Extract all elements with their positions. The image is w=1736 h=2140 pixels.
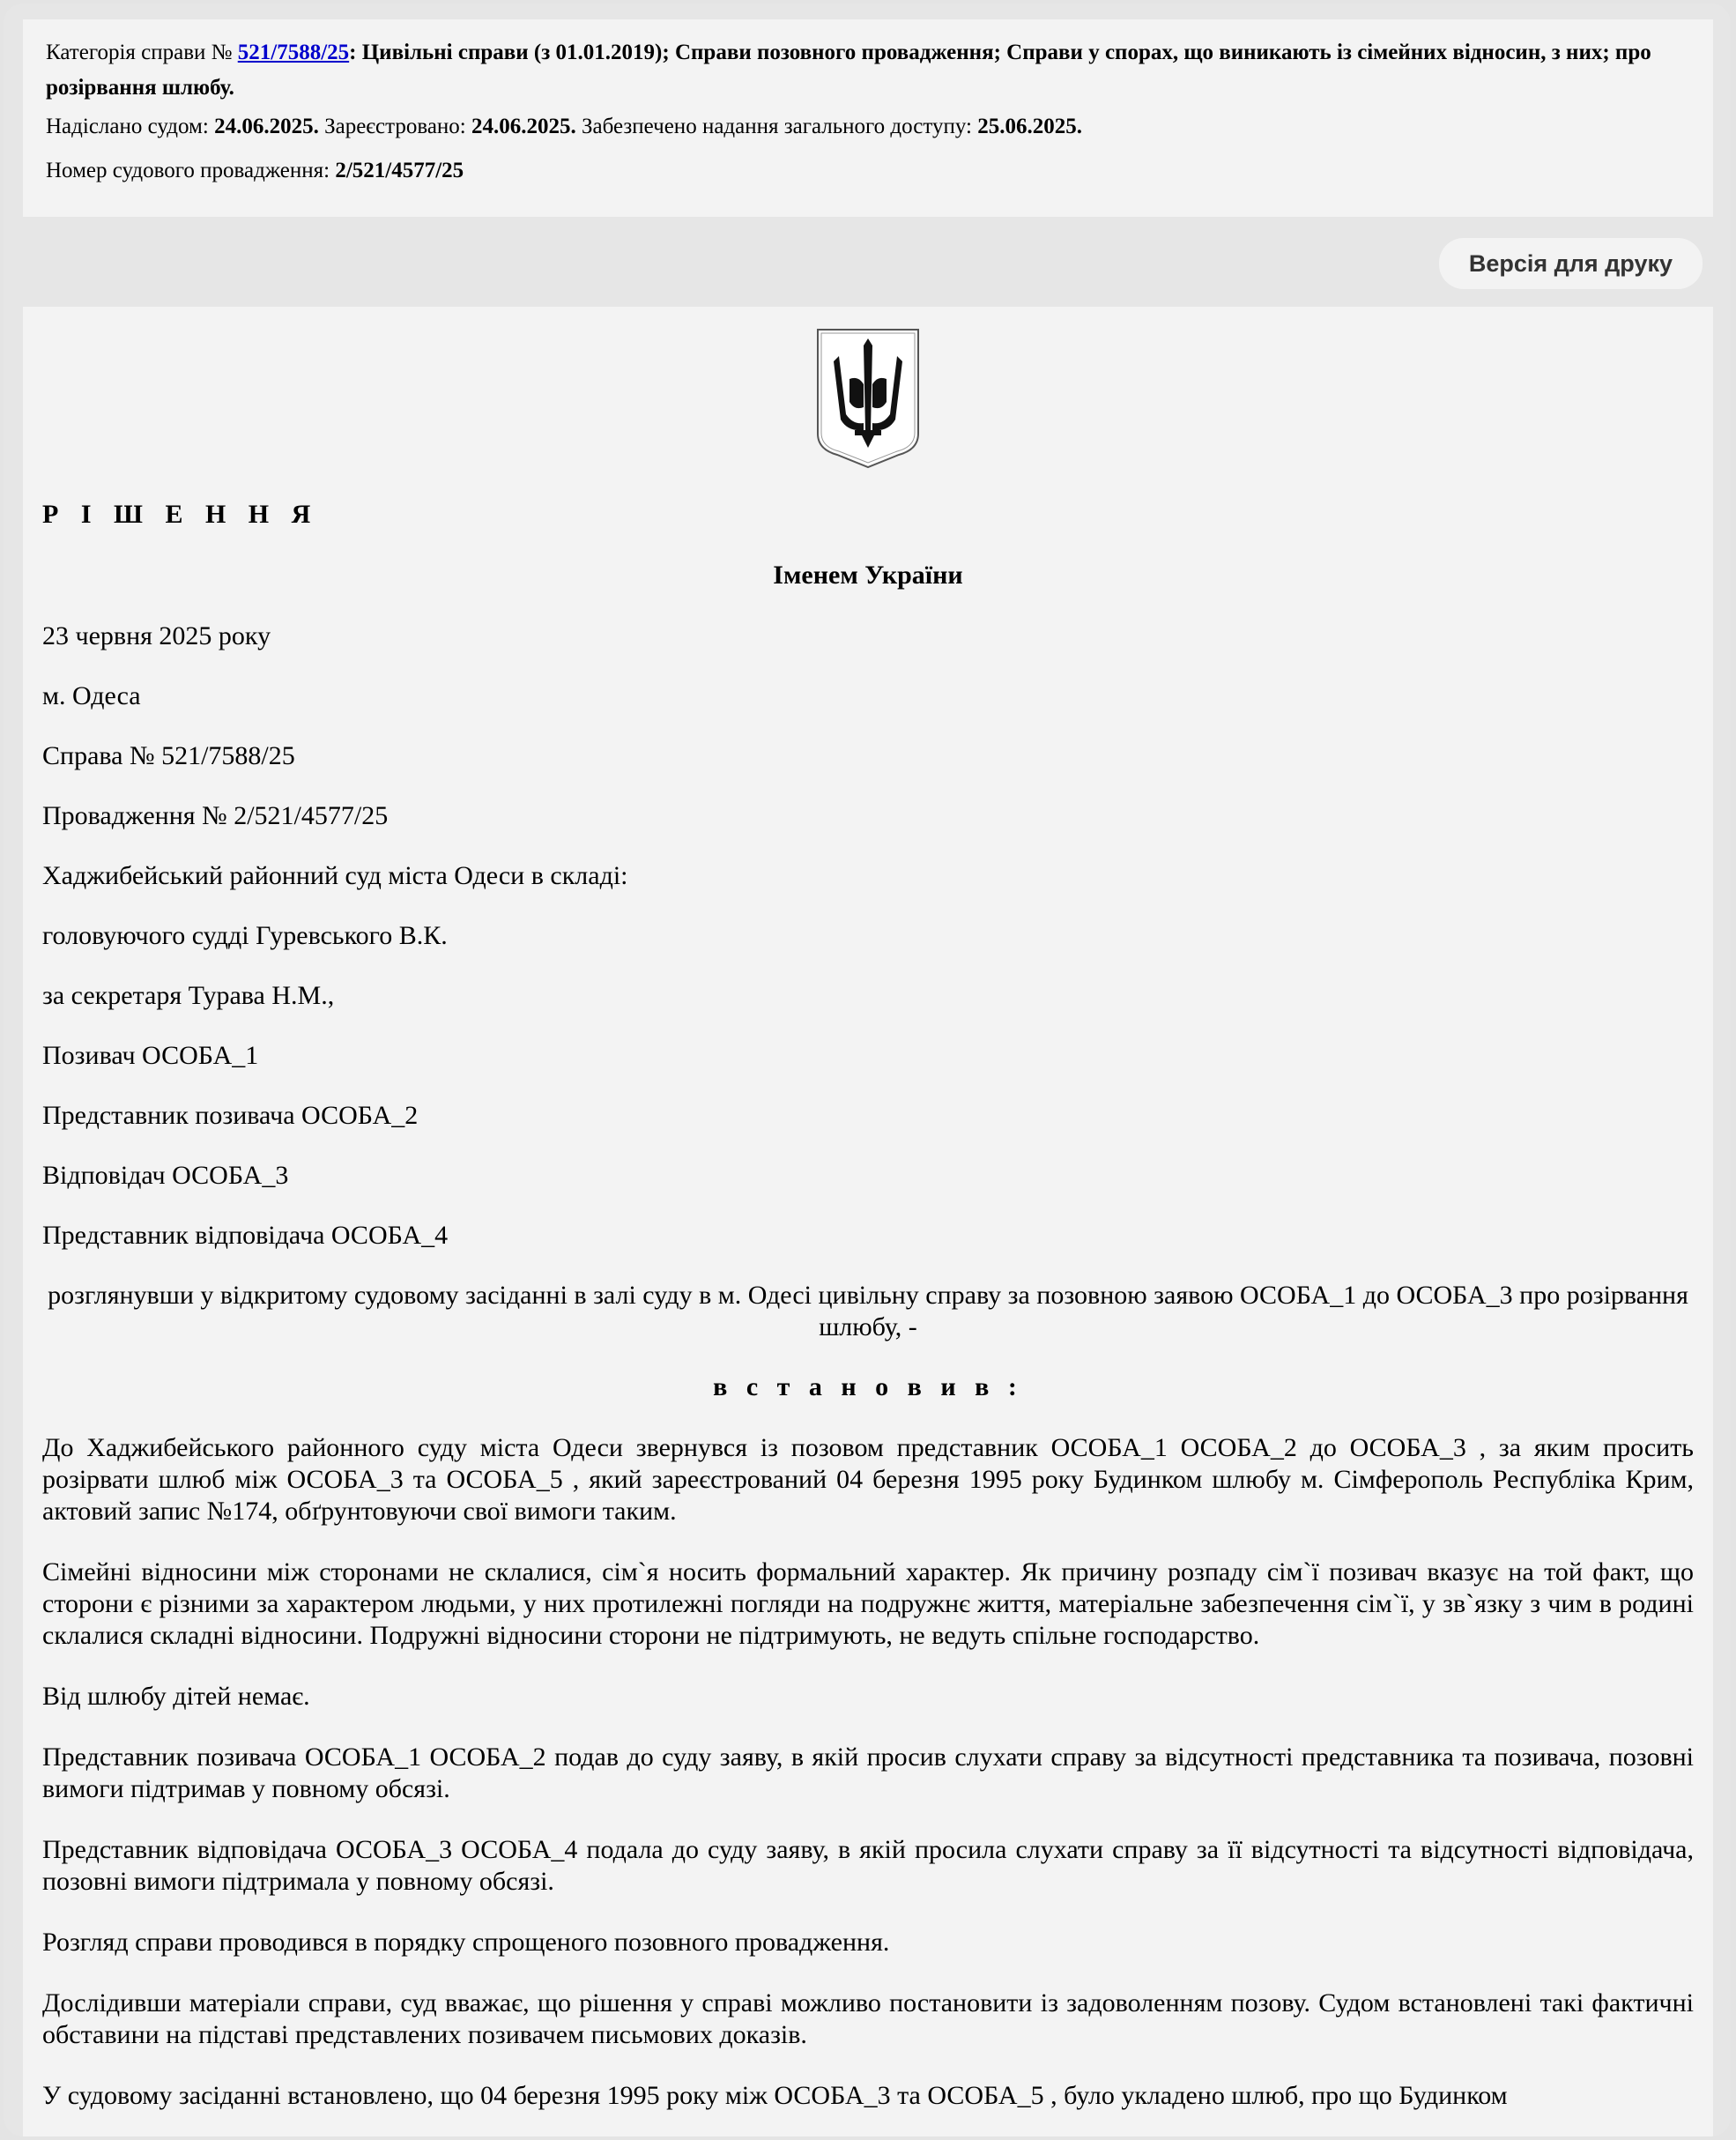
proceeding-number: 2/521/4577/25 xyxy=(335,159,464,182)
established-heading: в с т а н о в и в : xyxy=(713,1372,1023,1401)
body-paragraph: Дослідивши матеріали справи, суд вважає, що рішення у справі можливо постановити із задоволенням позову. Судом встановлені такі фактичні обставини на підставі представлених позивачем письмових доказів. xyxy=(42,1988,1694,2049)
sent-label: Надіслано судом: xyxy=(46,115,215,138)
defendant: Відповідач ОСОБА_3 xyxy=(42,1161,289,1190)
plaintiff-representative: Представник позивача ОСОБА_2 xyxy=(42,1101,419,1130)
print-version-button[interactable]: Версія для друку xyxy=(1439,238,1703,289)
decision-date: 23 червня 2025 року xyxy=(42,621,271,650)
coat-of-arms-icon xyxy=(814,326,922,469)
defendant-representative: Представник відповідача ОСОБА_4 xyxy=(42,1221,449,1250)
body-paragraph: Сімейні відносини між сторонами не склалися, сім`я носить формальний характер. Як причину розпаду сім`ї позивач вказує на той факт, що сторони є різними за характером людьми, у них протилежні погляди на подружнє життя, матеріальне забезпечення сім`ї, у зв`язку з чим в родині склалися складні відносини. Подружні відносини сторони не підтримують, не ведуть спільне господарство. xyxy=(42,1557,1694,1650)
case-meta-panel xyxy=(23,19,1713,217)
access-date: 25.06.2025. xyxy=(977,115,1082,138)
court-decision-document xyxy=(23,307,1713,2136)
case-number: Справа № 521/7588/25 xyxy=(42,741,295,770)
body-paragraph: Від шлюбу дітей немає. xyxy=(42,1682,310,1711)
proceeding-line: Провадження № 2/521/4577/25 xyxy=(42,801,389,830)
print-toolbar xyxy=(4,217,1731,305)
body-paragraph: Представник позивача ОСОБА_1 ОСОБА_2 подав до суду заяву, в якій просив слухати справу за відсутності представника та позивача, позовні вимоги підтримав у повному обсязі. xyxy=(42,1742,1694,1803)
presiding-judge: головуючого судді Гуревського В.К. xyxy=(42,921,448,950)
registered-date: 24.06.2025. xyxy=(471,115,576,138)
body-paragraph: Представник відповідача ОСОБА_3 ОСОБА_4 подала до суду заяву, в якій просила слухати справу за її відсутності та відсутності відповідача, позовні вимоги підтримала у повному обсязі. xyxy=(42,1835,1694,1896)
court-composition: Хаджибейський районний суд міста Одеси в складі: xyxy=(42,861,628,890)
body-paragraph: До Хаджибейського районного суду міста Одеси звернувся із позовом представник ОСОБА_1 ОСОБА_2 до ОСОБА_3 , за яким просить розірвати шлюб між ОСОБА_3 та ОСОБА_5 , який зареєстрований 04 березня 1995 року Будинком шлюбу м. Сімферополь Республіка Крим, актовий запис №174, обґрунтовуючи свої вимоги таким. xyxy=(42,1433,1694,1526)
page-frame xyxy=(4,4,1731,2136)
decision-title: Р І Ш Е Н Н Я xyxy=(42,500,319,529)
access-label: Забезпечено надання загального доступу: xyxy=(575,115,978,138)
category-prefix: Категорія справи № xyxy=(46,41,238,64)
decision-subtitle: Іменем України xyxy=(773,561,963,590)
court-secretary: за секретаря Турава Н.М., xyxy=(42,981,335,1010)
case-number-link[interactable]: 521/7588/25 xyxy=(237,41,350,64)
body-paragraph: У судовому засіданні встановлено, що 04 березня 1995 року між ОСОБА_3 та ОСОБА_5 , було укладено шлюб, про що Будинком xyxy=(42,2081,1508,2110)
registered-label: Зареєстровано: xyxy=(318,115,471,138)
proceeding-number-line xyxy=(46,153,1690,189)
proceeding-label: Номер судового провадження: xyxy=(46,159,336,182)
body-paragraph: Розгляд справи проводився в порядку спрощеного позовного провадження. xyxy=(42,1928,890,1957)
decision-city: м. Одеса xyxy=(42,681,141,710)
case-category xyxy=(46,35,1690,106)
considered-paragraph: розглянувши у відкритому судовому засіданні в залі суду в м. Одесі цивільну справу за позовною заявою ОСОБА_1 до ОСОБА_3 про розірвання шлюбу, - xyxy=(48,1281,1688,1341)
category-text: : Цивільні справи (з 01.01.2019); Справи позовного провадження; Справи у спорах, що виникають із сімейних відносин, з них; про розірвання шлюбу. xyxy=(46,41,1651,100)
sent-date: 24.06.2025. xyxy=(214,115,319,138)
plaintiff: Позивач ОСОБА_1 xyxy=(42,1041,259,1070)
case-dates xyxy=(46,109,1690,145)
